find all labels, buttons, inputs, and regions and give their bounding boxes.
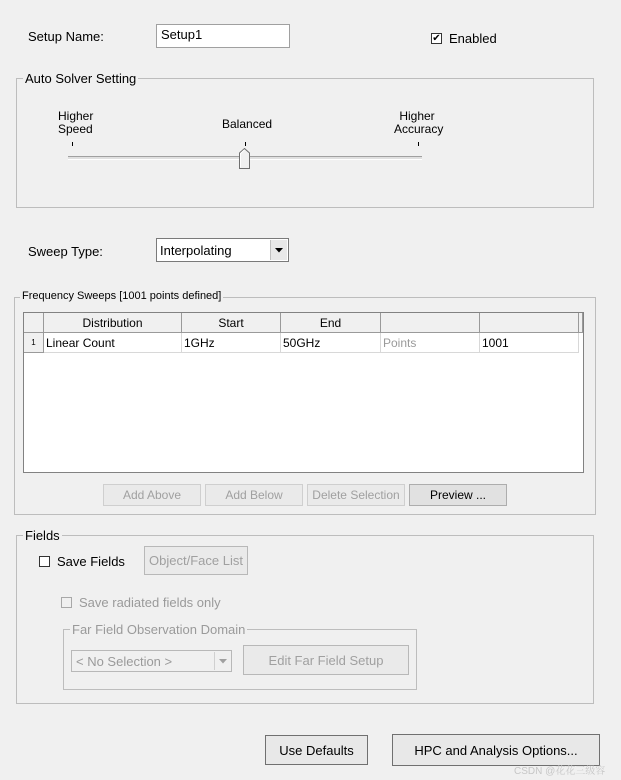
enabled-checkmark-icon: ✔ xyxy=(432,32,441,44)
hpc-analysis-options-button[interactable]: HPC and Analysis Options... xyxy=(392,734,600,766)
use-defaults-button[interactable]: Use Defaults xyxy=(265,735,368,765)
far-field-select-value: < No Selection > xyxy=(76,654,173,669)
balanced-label: Balanced xyxy=(222,117,273,131)
watermark-text: CSDN @花花三级容 xyxy=(514,766,606,777)
column-header-distribution[interactable]: Distribution xyxy=(44,313,182,333)
row-header-corner xyxy=(24,313,44,333)
auto-solver-group xyxy=(16,71,594,208)
cell-end[interactable]: 50GHz xyxy=(281,333,381,353)
save-radiated-box xyxy=(61,597,72,608)
far-field-title: Far Field Observation Domain xyxy=(72,622,246,637)
edit-far-field-button[interactable]: Edit Far Field Setup xyxy=(243,645,409,675)
solver-slider-thumb[interactable] xyxy=(239,148,251,169)
add-above-button[interactable]: Add Above xyxy=(103,484,201,506)
slider-tick-mid xyxy=(245,142,246,146)
auto-solver-title: Auto Solver Setting xyxy=(25,71,137,86)
row-index[interactable]: 1 xyxy=(24,333,44,353)
far-field-select[interactable] xyxy=(71,650,232,672)
higher-speed-label: Higher Speed xyxy=(58,109,94,136)
cell-start[interactable]: 1GHz xyxy=(182,333,281,353)
cell-distribution[interactable]: Linear Count xyxy=(44,333,182,353)
table-row[interactable] xyxy=(24,333,579,353)
column-header-filler xyxy=(579,313,583,333)
slider-tick-right xyxy=(418,142,419,146)
add-below-button[interactable]: Add Below xyxy=(205,484,303,506)
save-fields-checkbox[interactable] xyxy=(39,554,125,569)
table-header xyxy=(24,313,583,333)
enabled-checkbox[interactable] xyxy=(431,31,497,46)
sweep-type-value: Interpolating xyxy=(160,243,232,258)
frequency-sweeps-title: Frequency Sweeps [1001 points defined] xyxy=(22,290,222,302)
column-header-unit[interactable] xyxy=(381,313,480,333)
sweep-type-label: Sweep Type: xyxy=(28,244,103,259)
fields-title: Fields xyxy=(25,528,60,543)
setup-name-label: Setup Name: xyxy=(28,29,104,44)
preview-button[interactable]: Preview ... xyxy=(409,484,507,506)
save-radiated-checkbox[interactable] xyxy=(61,595,221,610)
enabled-label: Enabled xyxy=(449,31,497,46)
save-fields-box xyxy=(39,556,50,567)
column-header-count[interactable] xyxy=(480,313,579,333)
chevron-down-icon[interactable] xyxy=(214,652,230,670)
column-header-start[interactable]: Start xyxy=(182,313,281,333)
higher-accuracy-label: Higher Accuracy xyxy=(394,109,444,136)
sweep-type-select[interactable] xyxy=(156,238,289,262)
save-fields-label: Save Fields xyxy=(57,554,125,569)
setup-name-input[interactable]: Setup1 xyxy=(156,24,290,48)
slider-tick-left xyxy=(72,142,73,146)
cell-count[interactable]: 1001 xyxy=(480,333,579,353)
chevron-down-icon[interactable] xyxy=(270,240,287,260)
save-radiated-label: Save radiated fields only xyxy=(79,595,221,610)
object-face-list-button[interactable]: Object/Face List xyxy=(144,546,248,575)
delete-selection-button[interactable]: Delete Selection xyxy=(307,484,405,506)
cell-unit: Points xyxy=(381,333,480,353)
column-header-end[interactable]: End xyxy=(281,313,381,333)
